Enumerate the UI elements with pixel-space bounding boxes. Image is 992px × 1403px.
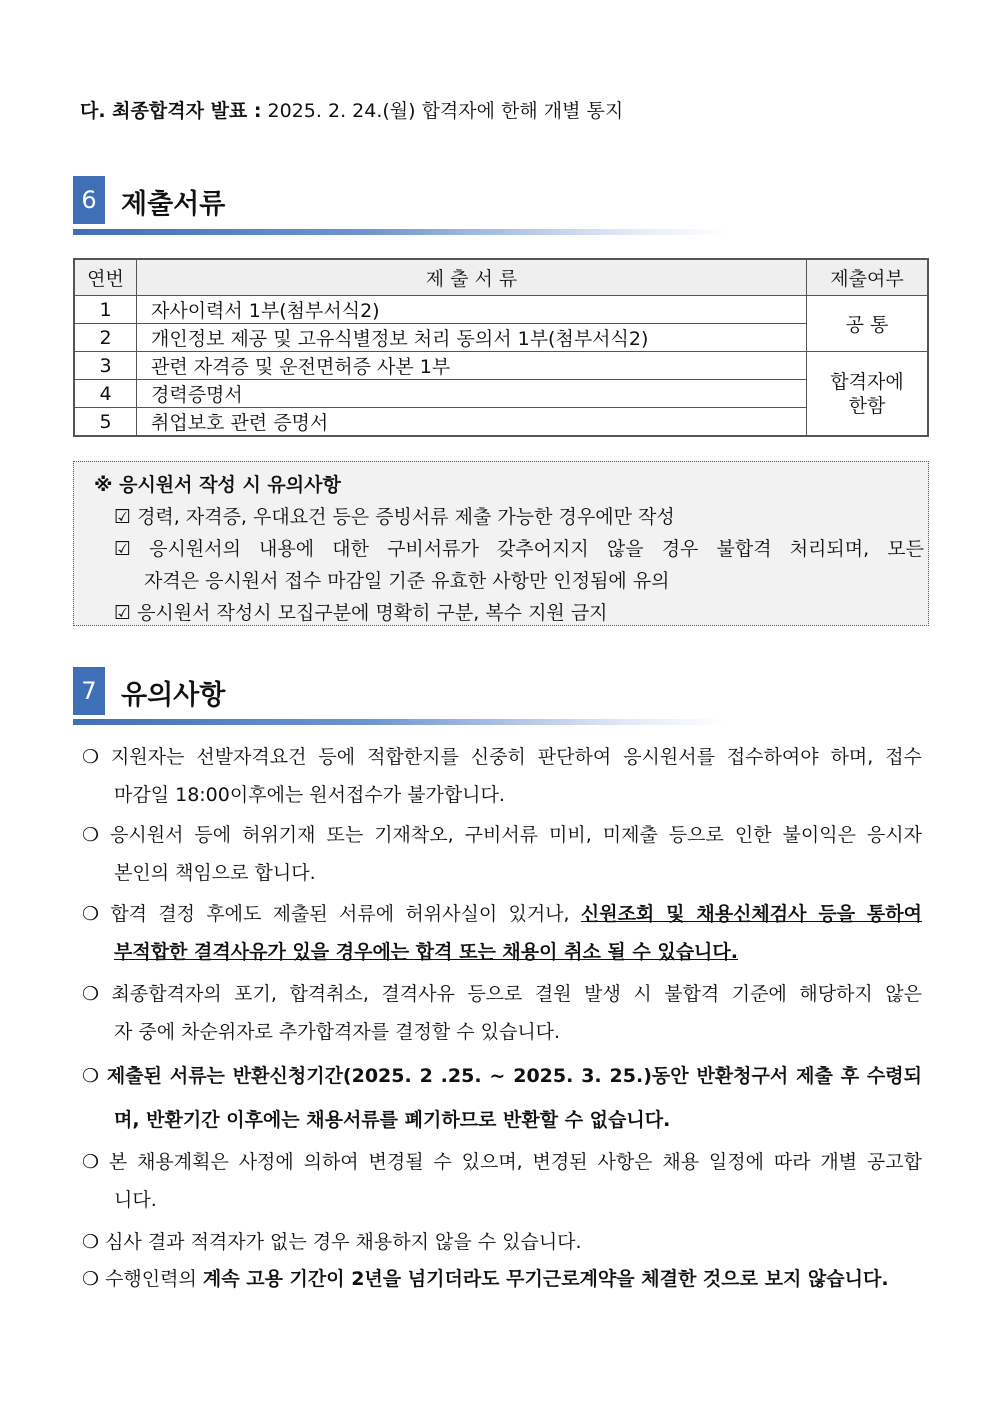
- caution-item: [82, 1054, 922, 1142]
- table-header-row: [74, 259, 928, 296]
- caution-item: [82, 1143, 922, 1219]
- final-announcement-label: 다. 최종합격자 발표 :: [80, 100, 262, 122]
- row-doc: 취업보호 관련 증명서: [137, 408, 807, 437]
- caution-item: [82, 816, 922, 892]
- section-6-number: 6: [73, 176, 105, 224]
- caution-text: ❍ 수행인력의: [82, 1268, 203, 1290]
- group-common: [807, 296, 929, 352]
- row-no: 3: [74, 352, 137, 380]
- group-common-label: 공 통: [845, 314, 889, 336]
- header-doc: 제 출 서 류: [137, 259, 807, 296]
- header-no: 연번: [74, 259, 137, 296]
- caution-line: 본인의 책임으로 합니다.: [114, 862, 316, 884]
- documents-table: [73, 258, 929, 437]
- caution-item: [82, 1223, 922, 1261]
- table-row: [74, 324, 928, 352]
- notice-item: ☑ 경력, 자격증, 우대요건 등은 증빙서류 제출 가능한 경우에만 작성: [114, 506, 675, 528]
- table-row: [74, 296, 928, 324]
- caution-item: [82, 895, 922, 971]
- caution-emphasis: 부적합한 결격사유가 있을 경우에는 합격 또는 채용이 취소 될 수 있습니다.: [114, 941, 738, 963]
- caution-line: 니다.: [114, 1189, 157, 1211]
- row-no: 5: [74, 408, 137, 437]
- section-6-rule: [73, 229, 728, 235]
- row-doc: 경력증명서: [137, 380, 807, 408]
- section-7-number: 7: [73, 667, 105, 715]
- caution-line: [82, 895, 922, 933]
- notice-item: ☑ 응시원서의 내용에 대한 구비서류가 갖추어지지 않을 경우 불합격 처리되며, 모든: [114, 538, 924, 560]
- notice-title: ※ 응시원서 작성 시 유의사항: [94, 474, 341, 496]
- group-passers: [807, 352, 929, 437]
- section-6-title: 제출서류: [121, 189, 226, 220]
- caution-emphasis: 계속 고용 기간이 2년을 넘기더라도 무기근로계약을 체결한 것으로 보지 않습니다.: [202, 1268, 889, 1290]
- group-passers-line1: 합격자에: [830, 370, 904, 393]
- caution-line: 마감일 18:00이후에는 원서접수가 불가합니다.: [114, 784, 505, 806]
- caution-text: ❍ 합격 결정 후에도 제출된 서류에 허위사실이 있거나,: [82, 903, 581, 925]
- table-row: [74, 352, 928, 380]
- row-no: 1: [74, 296, 137, 324]
- row-doc: 자사이력서 1부(첨부서식2): [137, 296, 807, 324]
- caution-emphasis: 신원조회 및 채용신체검사 등을 통하여: [580, 903, 922, 925]
- header-submit: 제출여부: [807, 259, 929, 296]
- row-no: 4: [74, 380, 137, 408]
- caution-line: ❍ 지원자는 선발자격요건 등에 적합한지를 신중히 판단하여 응시원서를 접수하여야 하며, 접수: [82, 746, 922, 768]
- caution-line: 며, 반환기간 이후에는 채용서류를 폐기하므로 반환할 수 없습니다.: [114, 1109, 671, 1131]
- row-doc: 관련 자격증 및 운전면허증 사본 1부: [137, 352, 807, 380]
- application-notice-box: [73, 461, 929, 626]
- final-announcement: [80, 96, 623, 123]
- caution-line: ❍ 제출된 서류는 반환신청기간(2025. 2 .25. ~ 2025. 3. 25.)동안 반환청구서 제출 후 수령되: [82, 1065, 922, 1087]
- group-passers-line2: 한함: [848, 394, 886, 417]
- section-7-rule: [73, 719, 728, 725]
- caution-line: [82, 933, 922, 971]
- caution-line: 자 중에 차순위자로 추가합격자를 결정할 수 있습니다.: [114, 1021, 561, 1043]
- row-no: 2: [74, 324, 137, 352]
- caution-line: ❍ 응시원서 등에 허위기재 또는 기재착오, 구비서류 미비, 미제출 등으로 인한 불이익은 응시자: [82, 824, 922, 846]
- table-row: [74, 408, 928, 437]
- caution-line: [82, 1260, 922, 1298]
- caution-line: ❍ 최종합격자의 포기, 합격취소, 결격사유 등으로 결원 발생 시 불합격 기준에 해당하지 않은: [82, 983, 922, 1005]
- section-7-title: 유의사항: [121, 680, 226, 711]
- caution-line: ❍ 심사 결과 적격자가 없는 경우 채용하지 않을 수 있습니다.: [82, 1231, 582, 1253]
- final-announcement-text: 2025. 2. 24.(월) 합격자에 한해 개별 통지: [267, 100, 624, 122]
- notice-item-continued: 자격은 응시원서 접수 마감일 기준 유효한 사항만 인정됨에 유의: [144, 570, 670, 592]
- caution-item: [82, 1260, 922, 1298]
- caution-item: [82, 975, 922, 1051]
- table-row: [74, 380, 928, 408]
- notice-item: ☑ 응시원서 작성시 모집구분에 명확히 구분, 복수 지원 금지: [114, 602, 608, 624]
- caution-line: ❍ 본 채용계획은 사정에 의하여 변경될 수 있으며, 변경된 사항은 채용 일정에 따라 개별 공고합: [82, 1151, 922, 1173]
- caution-item: [82, 738, 922, 814]
- row-doc: 개인정보 제공 및 고유식별정보 처리 동의서 1부(첨부서식2): [137, 324, 807, 352]
